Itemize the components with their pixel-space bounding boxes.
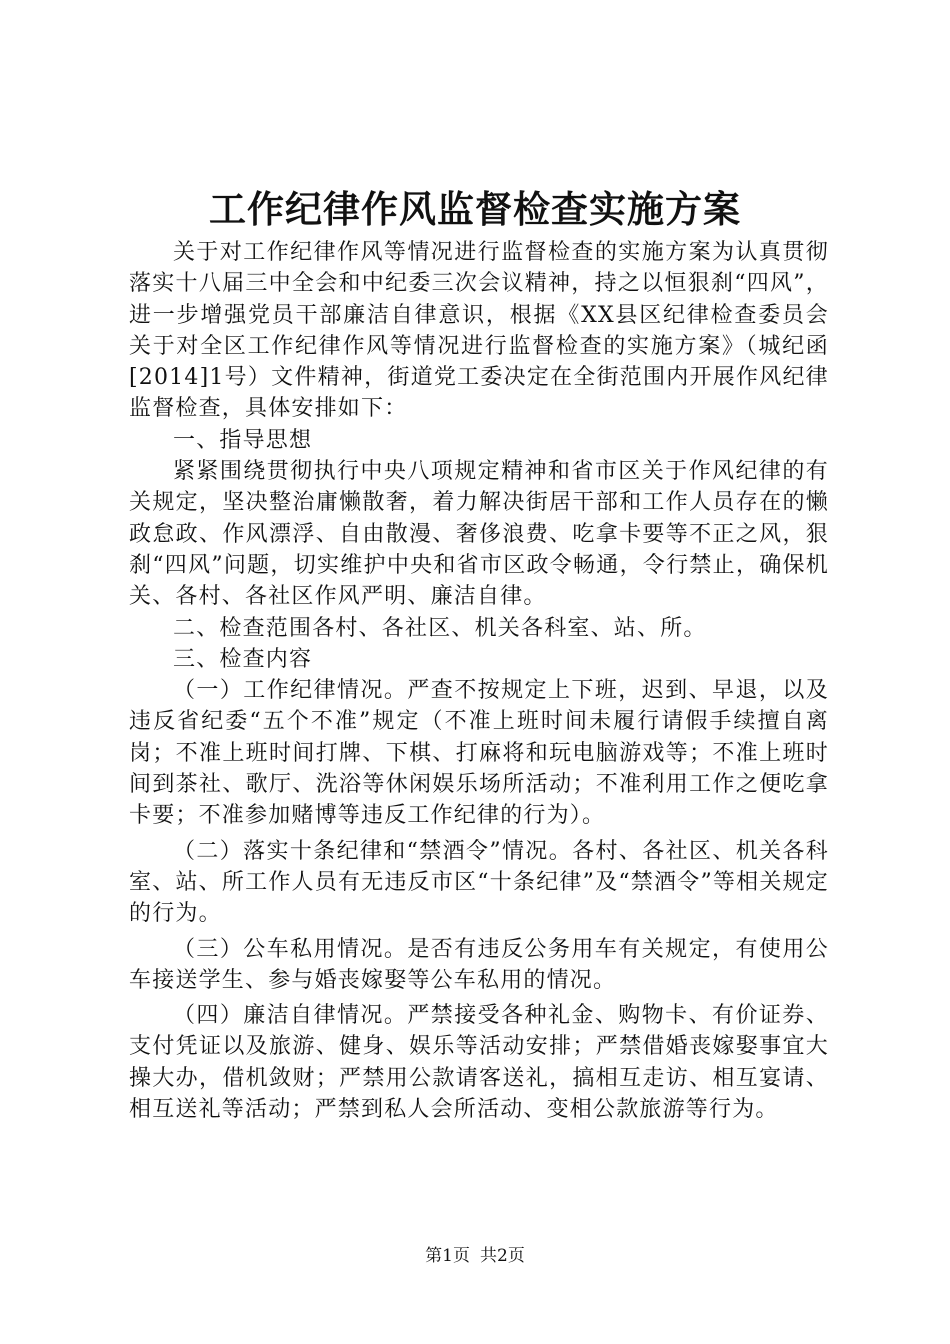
- document-body: [129, 237, 829, 1125]
- integrity-paragraph: （四）廉洁自律情况。严禁接受各种礼金、购物卡、有价证券、支付凭证以及旅游、健身、娱乐等活动安排；严禁借婚丧嫁娶事宜大操大办，借机敛财；严禁用公款请客送礼，搞相互走访、相互宴请、相互送礼等活动；严禁到私人会所活动、变相公款旅游等行为。: [129, 1003, 829, 1123]
- ten-rules-paragraph: （二）落实十条纪律和“禁酒令”情况。各村、各社区、机关各科室、站、所工作人员有无违反市区“十条纪律”及“禁酒令”等相关规定的行为。: [129, 838, 829, 927]
- guiding-thought-paragraph: 紧紧围绕贯彻执行中央八项规定精神和省市区关于作风纪律的有关规定，坚决整治庸懒散奢，着力解决街居干部和工作人员存在的懒政怠政、作风漂浮、自由散漫、奢侈浪费、吃拿卡要等不正之风，狠刹“四风”问题，切实维护中央和省市区政令畅通，令行禁止，确保机关、各村、各社区作风严明、廉洁自律。: [129, 459, 829, 610]
- section-heading-guiding-thought: 一、指导思想: [173, 427, 313, 453]
- work-discipline-paragraph: （一）工作纪律情况。严查不按规定上下班，迟到、早退，以及违反省纪委“五个不准”规定（不准上班时间未履行请假手续擅自离岗；不准上班时间打牌、下棋、打麻将和玩电脑游戏等；不准上班时间到茶社、歌厅、洗浴等休闲娱乐场所活动；不准利用工作之便吃拿卡要；不准参加赌博等违反工作纪律的行为）。: [129, 678, 829, 829]
- intro-paragraph: 关于对工作纪律作风等情况进行监督检查的实施方案为认真贯彻落实十八届三中全会和中纪委三次会议精神，持之以恒狠刹“四风”，进一步增强党员干部廉洁自律意识，根据《XX县区纪律检查委员会关于对全区工作纪律作风等情况进行监督检查的实施方案》（城纪函[2014]1号）文件精神，街道党工委决定在全街范围内开展作风纪律监督检查，具体安排如下：: [129, 240, 829, 422]
- official-car-paragraph: （三）公车私用情况。是否有违反公务用车有关规定，有使用公车接送学生、参与婚丧嫁娶等公车私用的情况。: [129, 936, 829, 993]
- page-footer: [0, 1244, 950, 1268]
- inspection-scope-paragraph: 二、检查范围各村、各社区、机关各科室、站、所。: [173, 615, 707, 641]
- section-heading-inspection-content: 三、检查内容: [173, 646, 313, 672]
- page-number: 第1页: [425, 1246, 470, 1266]
- page-total: 共2页: [480, 1246, 525, 1266]
- document-title: 工作纪律作风监督检查实施方案: [209, 187, 741, 231]
